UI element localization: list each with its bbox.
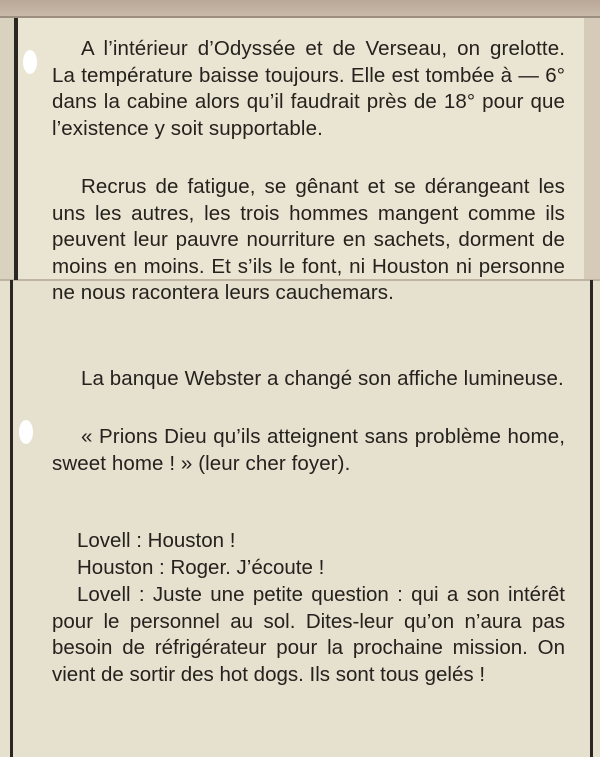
white-blot	[23, 50, 37, 74]
column-rule-left-lower	[10, 280, 13, 757]
right-paper-edge	[584, 18, 600, 280]
paragraph-prayer: « Prions Dieu qu’ils atteignent sans problème home, sweet home ! » (leur cher foyer).	[52, 425, 565, 475]
paragraph-fatigue: Recrus de fatigue, se gênant et se dérangeant les uns les autres, les trois hommes mangent comme ils peuvent leur pauvre nourriture en sachets, dorment de moins en moins. Et s’ils le font, ni Houston ni personne ne nous racontera leurs cauchemars.	[52, 175, 565, 304]
paragraph-webster: La banque Webster a changé son affiche lumineuse.	[81, 367, 564, 390]
dialogue-line-lovell-2: Lovell : Juste une petite question : qui a son intérêt pour le personnel au sol. Dites-leur qu’on n’aura pas besoin de réfrigérateur pour la prochaine mission. On vient de sortir des hot dogs. Ils sont tous gelés !	[52, 583, 565, 686]
dialogue-line-lovell-1: Lovell : Houston !	[77, 529, 236, 552]
torn-top-edge	[0, 0, 600, 18]
paragraph-temperature: A l’intérieur d’Odyssée et de Verseau, on grelotte. La température baisse toujours. Elle est tombée à — 6° dans la cabine alors qu’il faudrait près de 18° pour que l’existence y soit supportable.	[52, 37, 565, 140]
dialogue-line-houston: Houston : Roger. J’écoute !	[77, 556, 325, 579]
white-blot	[19, 420, 33, 444]
column-rule-right	[590, 280, 593, 757]
column-rule-left-upper	[14, 18, 18, 280]
